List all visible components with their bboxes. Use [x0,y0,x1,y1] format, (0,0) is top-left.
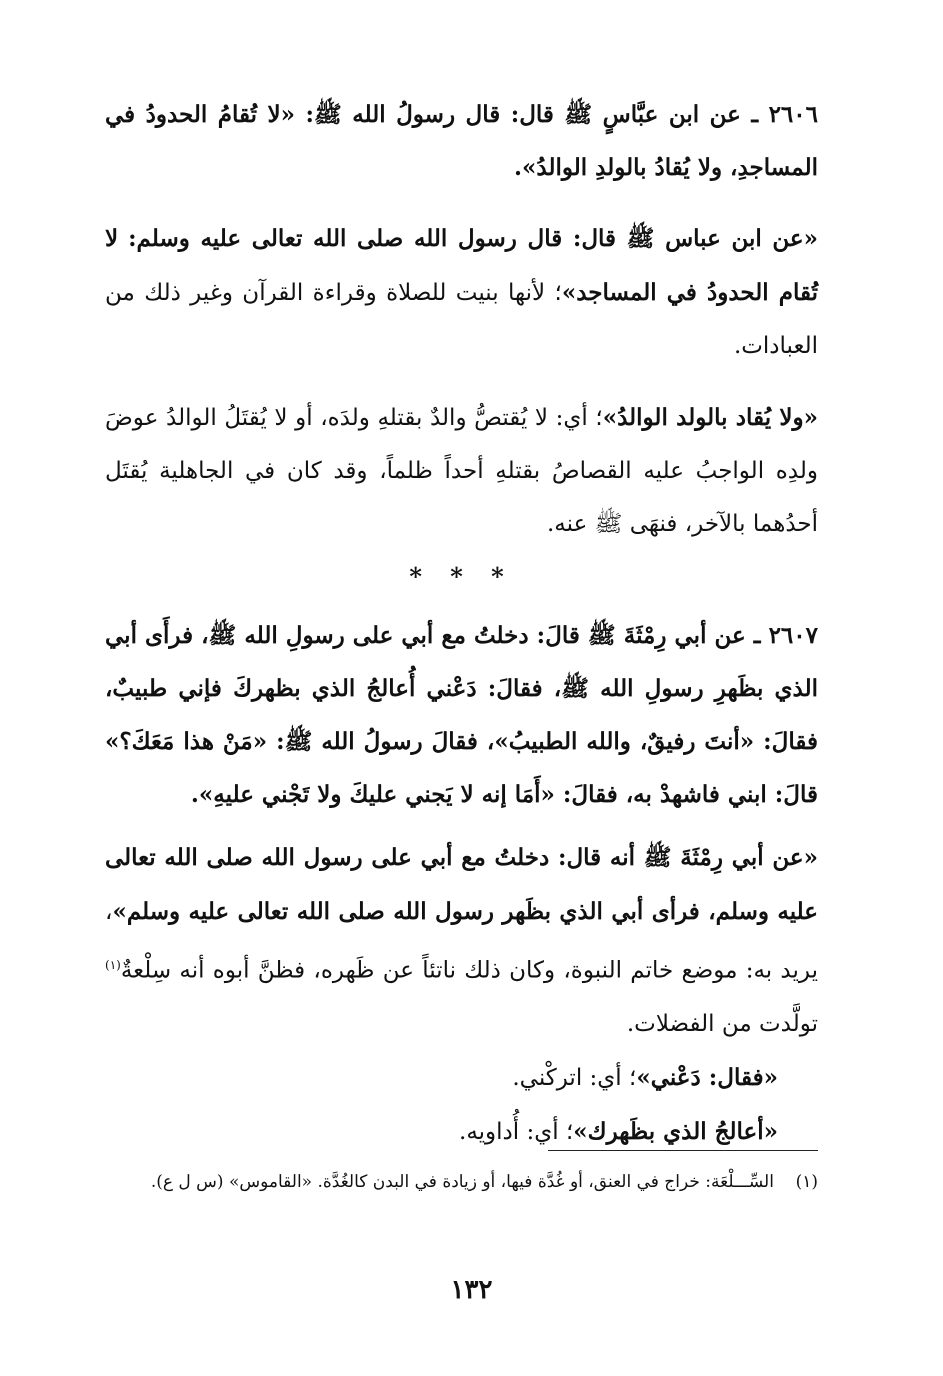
commentary-2607-explanation-1: ، يريد به: موضع خاتم النبوة، وكان ذلك ناتئاً عن ظَهره، فظنَّ أبوه أنه سِلْعةٌ [105,899,818,984]
commentary-2606-quote-1: «عن ابن عباس ﷺ قال: قال رسول الله صلى الله تعالى عليه وسلم: [128,225,819,252]
page-body [105,88,818,1159]
footnote-1 [105,1165,818,1199]
commentary-2607-explanation-2: ؛ أي: اتركْني. [512,1064,637,1091]
hadith-2606 [105,88,818,194]
commentary-2606-quote-3: «ولا يُقاد بالولد الوالدُ» [602,404,818,431]
commentary-2607-explanation-3: ؛ أي: أُداويه. [459,1118,574,1145]
commentary-2607-quote-1: «عن أبي رِمْثَةَ ﷺ أنه قال: دخلتُ مع أبي على رسول الله صلى الله تعالى عليه وسلم، فرأى أبي الذي بظَهر رسول الله صلى الله تعالى عليه وسلم» [105,844,818,925]
section-separator: * * * [409,562,514,591]
commentary-2606-paragraph-2 [105,391,818,551]
page-number: ١٣٢ [450,1275,493,1305]
commentary-2607-quote-3: «أعالجُ الذي بظَهرك» [573,1117,778,1145]
commentary-2607-quote-2: «فقال: دَعْني» [636,1063,778,1091]
commentary-2606-explanation-2: ؛ أي: لا يُقتصُّ والدٌ بقتلهِ ولدَه، أو لا يُقتَلُ الوالدُ عوضَ ولدِه الواجبُ عليه القصاصُ بقتلهِ أحداً ظلماً، وقد كان في الجاهلية يُقتَل أحدُهما بالآخر، فنهَى ﷺ عنه. [105,405,818,537]
footnotes-section [105,1150,818,1199]
hadith-2606-line-2: المساجدِ، ولا يُقادُ بالولدِ الوالدُ». [514,154,818,181]
commentary-2606-explanation-1: ؛ لأنها بنيت للصلاة وقراءة القرآن وغير ذلك من العبادات. [105,280,818,359]
hadith-2606-line-1: ٢٦٠٦ ـ عن ابن عبَّاسٍ ﷺ قال: قال رسولُ الله ﷺ: «لا تُقامُ الحدودُ في [105,101,818,128]
commentary-2607-paragraph-2 [105,1051,818,1105]
footnote-text: السِّـــلْعَة: خراج في العنق، أو غُدَّة فيها، أو زيادة في البدن كالغُدَّة. «القاموس» (س ل ع). [150,1172,774,1192]
commentary-2607-explanation-1-end: تولَّدت من الفضلات. [626,1010,818,1037]
hadith-2607: ٢٦٠٧ ـ عن أبي رِمْثَةَ ﷺ قالَ: دخلتُ مع أبي على رسولِ الله ﷺ، فرأَى أبي الذي بظَهرِ رسولِ الله ﷺ، فقالَ: دَعْني أُعالجُ الذي بظهركَ فإني طبيبٌ، فقالَ: «أنتَ رفيقٌ، والله الطبيبُ»، فقالَ رسولُ الله ﷺ: «مَنْ هذا مَعَكَ؟» قالَ: ابني فاشهدْ به، فقالَ: «أَمَا إنه لا يَجني عليكَ ولا تَجْني عليهِ». [105,622,818,808]
commentary-2606-paragraph-1 [105,212,818,373]
footnote-divider [548,1150,818,1151]
footnote-marker: (١) [795,1172,818,1192]
footnote-reference[interactable]: (١) [105,958,121,972]
commentary-2606-quote-2: لا تُقام الحدودُ في المساجد» [105,225,818,306]
commentary-2607-paragraph-1 [105,831,818,1051]
